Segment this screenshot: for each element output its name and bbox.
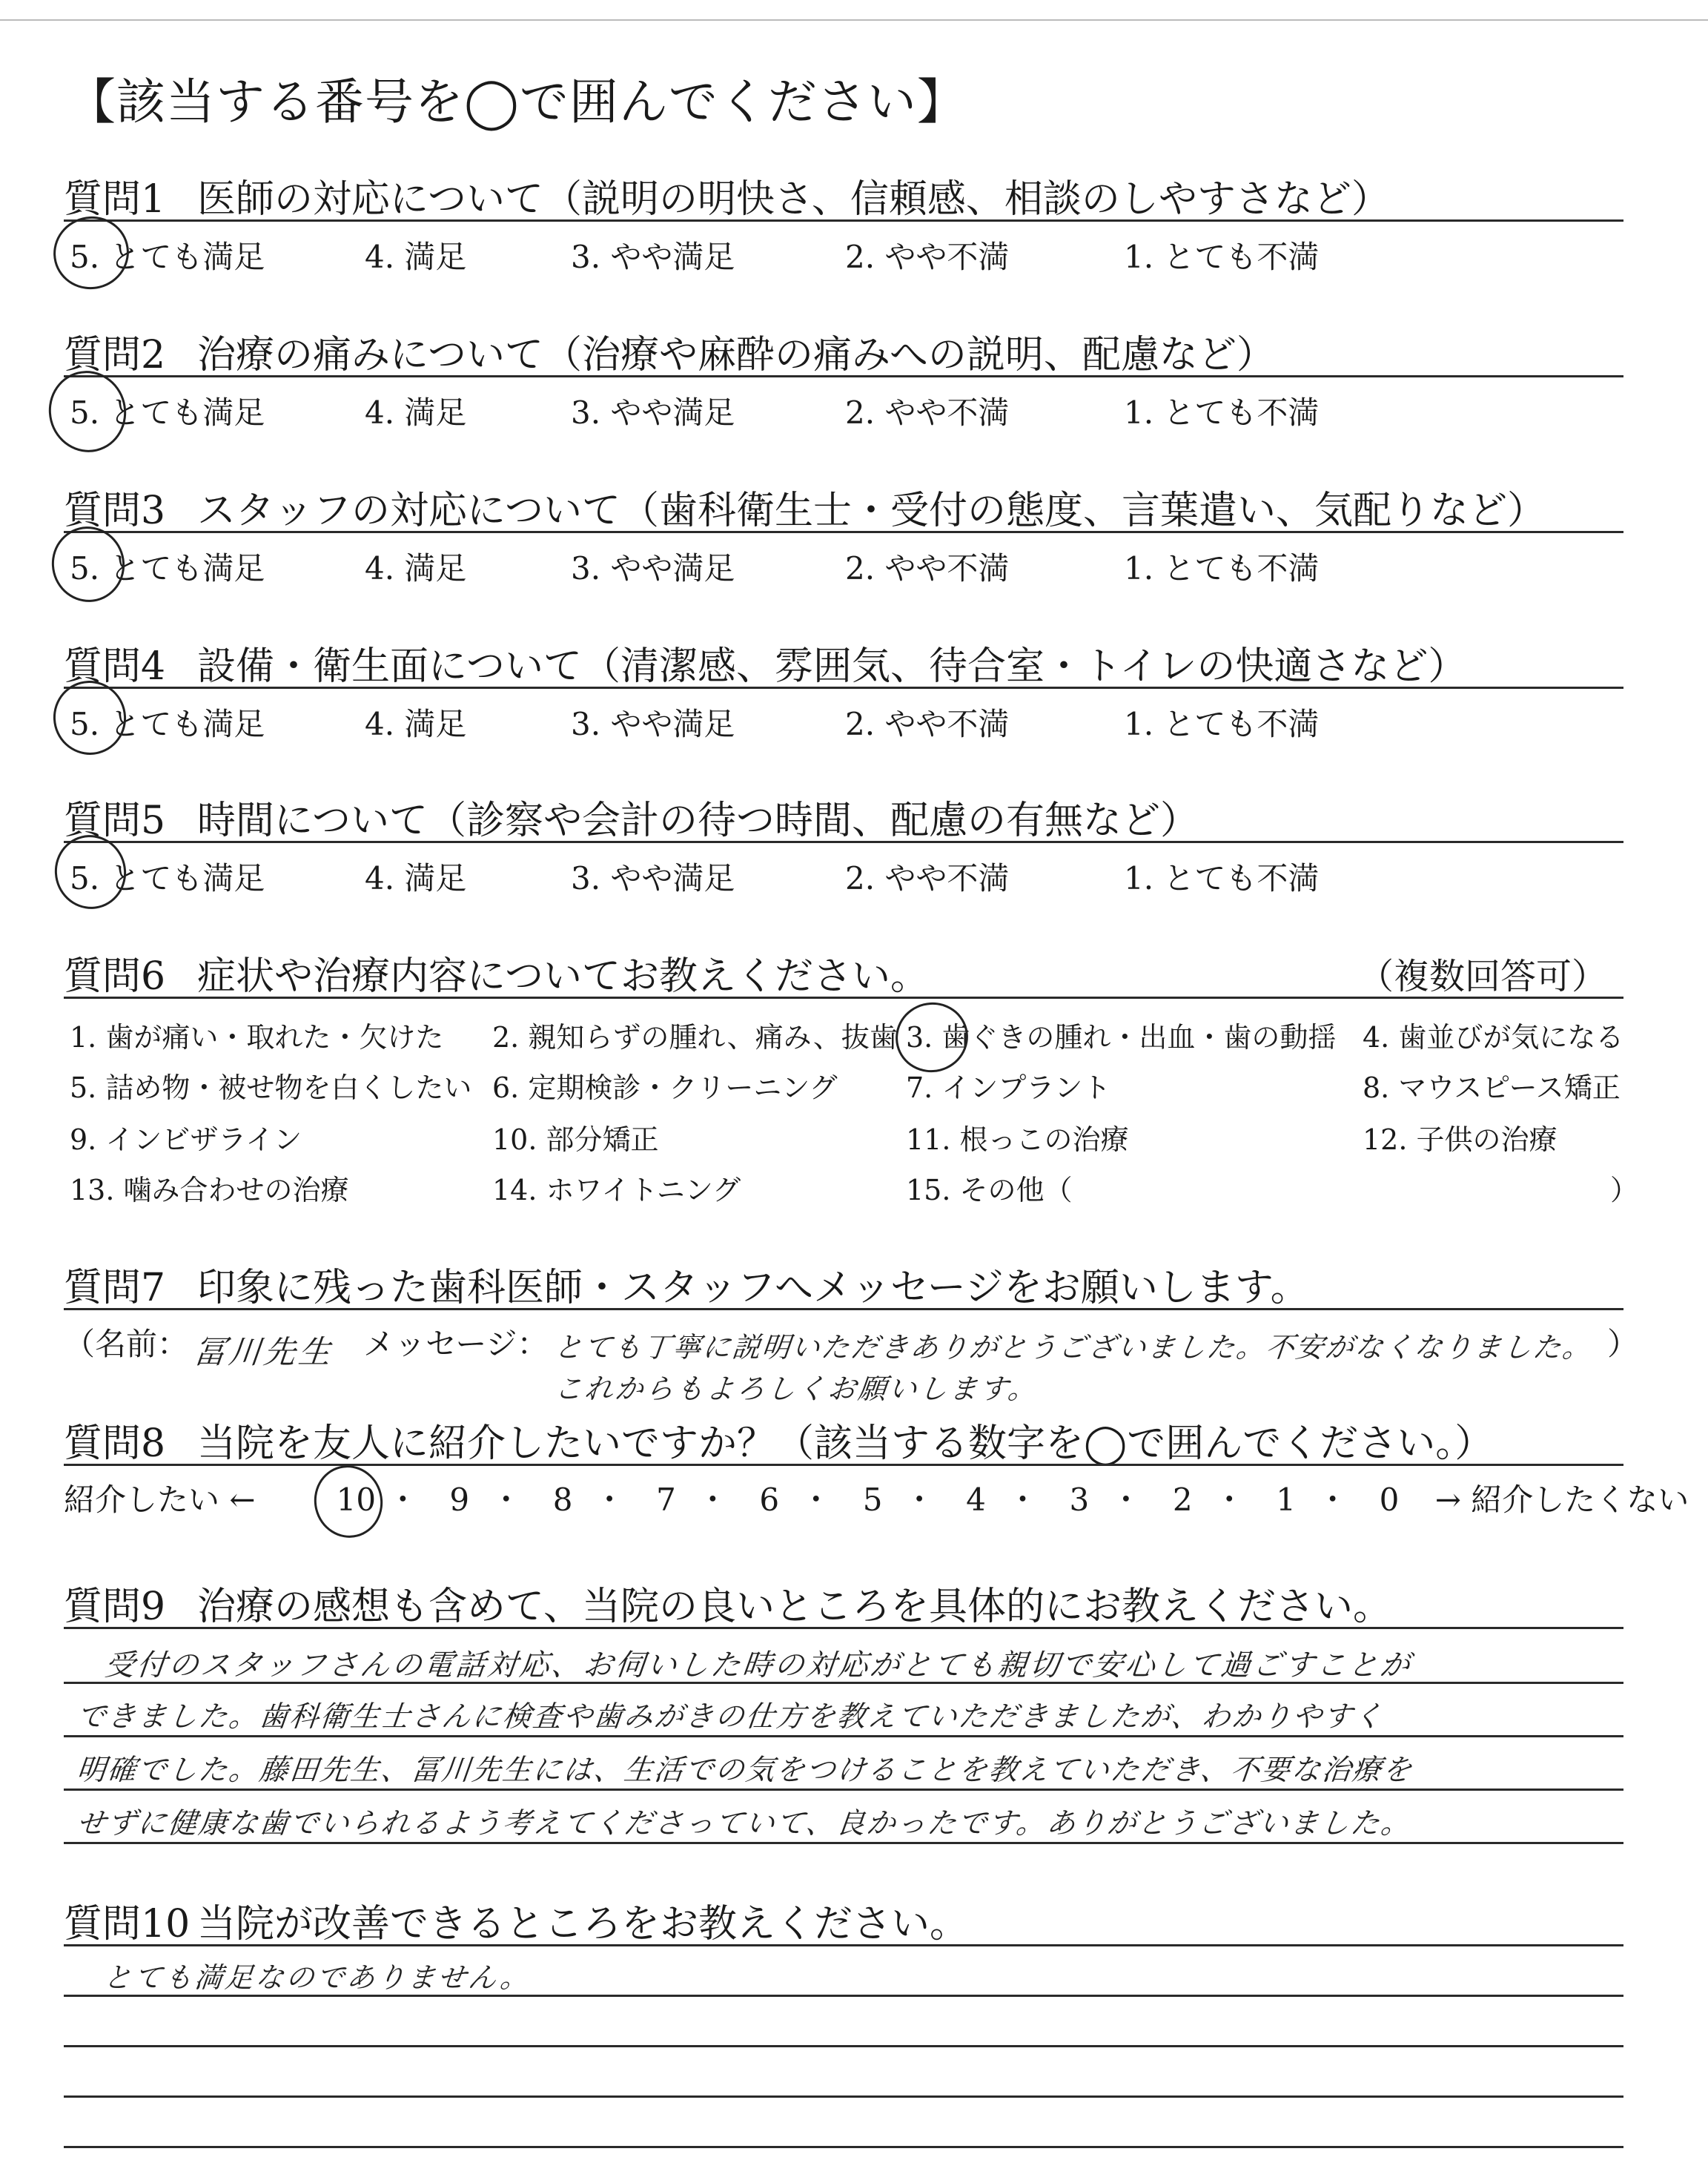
question-text: 症状や治療内容についてお教えください。: [197, 954, 929, 999]
answer-line-3-handwritten[interactable]: 明確でした。藤田先生、冨川先生には、生活での気をつけることを教えていただき、不要な治療を: [75, 1754, 1415, 1787]
option-1-very-dissatisfied[interactable]: 1. とても不満: [1124, 550, 1320, 587]
answer-rule: [64, 1995, 1623, 1997]
message-line-1-handwritten[interactable]: とても丁寧に説明いただきありがとうございました。不安がなくなりました。: [552, 1331, 1594, 1364]
question-number: 質問8: [64, 1421, 166, 1466]
symptom-option[interactable]: 5. 詰め物・被せ物を白くしたい: [70, 1071, 472, 1104]
symptom-option[interactable]: 10. 部分矯正: [492, 1123, 659, 1156]
question-title: [64, 635, 1466, 690]
option-5-very-satisfied[interactable]: 5. とても満足: [70, 239, 265, 275]
scale-value-10[interactable]: 10: [336, 1482, 377, 1518]
question-text: 印象に残った歯科医師・スタッフへメッセージをお願いします。: [197, 1266, 1309, 1310]
option-3-somewhat-satisfied[interactable]: 3. やや満足: [571, 239, 735, 275]
option-3-somewhat-satisfied[interactable]: 3. やや満足: [571, 860, 735, 896]
symptom-option[interactable]: 6. 定期検診・クリーニング: [492, 1071, 838, 1104]
option-1-very-dissatisfied[interactable]: 1. とても不満: [1124, 239, 1320, 275]
scale-value-3[interactable]: 3: [1069, 1482, 1090, 1518]
question-title: [64, 1412, 1493, 1467]
scale-value-7[interactable]: 7: [656, 1482, 676, 1518]
symptom-option[interactable]: 9. インビザライン: [70, 1123, 302, 1156]
question-title: [64, 789, 1199, 845]
scale-left-label: 紹介したい ←: [64, 1482, 256, 1518]
scale-value-5[interactable]: 5: [862, 1482, 883, 1518]
question-text: スタッフの対応について（歯科衛生士・受付の態度、言葉遣い、気配りなど）: [197, 489, 1546, 533]
question-rule: [64, 1944, 1623, 1946]
question-title: [64, 479, 1546, 535]
question-text: 当院が改善できるところをお教えください。: [197, 1902, 969, 1946]
option-4-satisfied[interactable]: 4. 満足: [365, 239, 467, 275]
scale-separator: ・: [1007, 1482, 1039, 1518]
message-line-2-handwritten[interactable]: これからもよろしくお願いします。: [552, 1373, 1040, 1405]
scale-value-6[interactable]: 6: [759, 1482, 780, 1518]
option-2-somewhat-dissatisfied[interactable]: 2. やや不満: [845, 239, 1010, 275]
question-title: [64, 168, 1390, 223]
scale-value-4[interactable]: 4: [966, 1482, 986, 1518]
question-rule: [64, 219, 1623, 222]
option-5-very-satisfied[interactable]: 5. とても満足: [70, 860, 265, 896]
question-title: [64, 1892, 968, 1948]
question-rule: [64, 1308, 1623, 1310]
scale-separator: ・: [1214, 1482, 1245, 1518]
question-text: 医師の対応について（説明の明快さ、信頼感、相談のしやすさなど）: [197, 177, 1390, 222]
option-3-somewhat-satisfied[interactable]: 3. やや満足: [571, 550, 735, 587]
option-4-satisfied[interactable]: 4. 満足: [365, 394, 467, 431]
message-close-paren: ）: [1607, 1326, 1639, 1362]
symptom-option[interactable]: 3. 歯ぐきの腫れ・出血・歯の動揺: [906, 1021, 1337, 1054]
question-rule: [64, 997, 1623, 999]
scale-separator: ・: [904, 1482, 936, 1518]
question-title: [64, 945, 929, 1000]
option-3-somewhat-satisfied[interactable]: 3. やや満足: [571, 706, 735, 742]
option-1-very-dissatisfied[interactable]: 1. とても不満: [1124, 860, 1320, 896]
option-4-satisfied[interactable]: 4. 満足: [365, 706, 467, 742]
scale-separator: ・: [800, 1482, 832, 1518]
scale-value-1[interactable]: 1: [1276, 1482, 1296, 1518]
option-5-very-satisfied[interactable]: 5. とても満足: [70, 550, 265, 587]
option-3-somewhat-satisfied[interactable]: 3. やや満足: [571, 394, 735, 431]
answer-rule: [64, 1735, 1623, 1737]
question-text: 治療の感想も含めて、当院の良いところを具体的にお教えください。: [197, 1585, 1391, 1629]
answer-rule: [64, 2095, 1623, 2098]
instruction-header: 【該当する番号を◯で囲んでください】: [67, 73, 967, 131]
question-text: 時間について（診察や会計の待つ時間、配慮の有無など）: [197, 799, 1199, 843]
question-rule: [64, 1627, 1623, 1629]
answer-rule: [64, 1682, 1623, 1684]
scale-value-2[interactable]: 2: [1172, 1482, 1193, 1518]
scale-separator: ・: [387, 1482, 419, 1518]
answer-rule: [64, 2045, 1623, 2047]
option-4-satisfied[interactable]: 4. 満足: [365, 550, 467, 587]
question-title: [64, 1256, 1309, 1312]
selection-circle: [307, 1458, 391, 1545]
question-rule: [64, 375, 1623, 377]
symptom-option[interactable]: 15. その他（: [906, 1174, 1073, 1206]
question-number: 質問6: [64, 954, 166, 999]
name-label: （名前：: [64, 1326, 189, 1362]
scale-right-label: → 紹介したくない: [1434, 1482, 1689, 1518]
scale-value-9[interactable]: 9: [449, 1482, 470, 1518]
scale-separator: ・: [1110, 1482, 1142, 1518]
symptom-option[interactable]: 8. マウスピース矯正: [1363, 1071, 1621, 1104]
question-number: 質問3: [64, 489, 166, 533]
answer-line-2-handwritten[interactable]: できました。歯科衛生士さんに検査や歯みがきの仕方を教えていただきましたが、わかりやすく: [75, 1700, 1386, 1734]
other-close-paren: ）: [1610, 1174, 1639, 1206]
question-rule: [64, 1464, 1623, 1466]
answer-line-4-handwritten[interactable]: せずに健康な歯でいられるよう考えてくださっていて、良かったです。ありがとうございました。: [75, 1807, 1414, 1840]
scale-separator: ・: [1317, 1482, 1348, 1518]
symptom-option[interactable]: 13. 噛み合わせの治療: [70, 1174, 349, 1206]
question-text: 設備・衛生面について（清潔感、雰囲気、待合室・トイレの快適さなど）: [197, 644, 1467, 689]
option-5-very-satisfied[interactable]: 5. とても満足: [70, 394, 265, 431]
scale-separator: ・: [697, 1482, 729, 1518]
scale-separator: ・: [490, 1482, 522, 1518]
scale-separator: ・: [594, 1482, 626, 1518]
option-4-satisfied[interactable]: 4. 満足: [365, 860, 467, 896]
option-2-somewhat-dissatisfied[interactable]: 2. やや不満: [845, 860, 1010, 896]
symptom-option[interactable]: 14. ホワイトニング: [492, 1174, 741, 1206]
question-title: [64, 1575, 1391, 1631]
top-border-line: [0, 19, 1708, 21]
question-text: 当院を友人に紹介したいですか？（該当する数字を◯で囲んでください。）: [197, 1421, 1494, 1466]
question-rule: [64, 841, 1623, 843]
symptom-option[interactable]: 2. 親知らずの腫れ、痛み、抜歯: [492, 1021, 898, 1054]
question-number: 質問5: [64, 799, 166, 843]
question-number: 質問2: [64, 333, 166, 377]
question-number: 質問10: [64, 1902, 191, 1946]
question-number: 質問7: [64, 1266, 166, 1310]
symptom-option[interactable]: 4. 歯並びが気になる: [1363, 1021, 1624, 1054]
symptom-option[interactable]: 11. 根っこの治療: [906, 1123, 1129, 1156]
question-number: 質問4: [64, 644, 166, 689]
multiple-answers-note: （複数回答可）: [1358, 956, 1608, 997]
question-rule: [64, 531, 1623, 533]
referral-scale: [64, 1476, 1689, 1520]
answer-rule: [64, 2146, 1623, 2148]
scale-value-8[interactable]: 8: [552, 1482, 573, 1518]
option-2-somewhat-dissatisfied[interactable]: 2. やや不満: [845, 550, 1010, 587]
message-label: メッセージ：: [363, 1326, 549, 1362]
symptom-option[interactable]: 7. インプラント: [906, 1071, 1111, 1104]
question-title: [64, 323, 1275, 379]
answer-rule: [64, 1842, 1623, 1844]
question-text: 治療の痛みについて（治療や麻酔の痛みへの説明、配慮など）: [197, 333, 1275, 377]
answer-handwritten[interactable]: とても満足なのでありません。: [102, 1961, 533, 1994]
option-5-very-satisfied[interactable]: 5. とても満足: [70, 706, 265, 742]
answer-line-1-handwritten[interactable]: 受付のスタッフさんの電話対応、お伺いした時の対応がとても親切で安心して過ごすことが: [103, 1648, 1414, 1682]
scale-value-0[interactable]: 0: [1379, 1482, 1400, 1518]
question-number: 質問1: [64, 177, 166, 222]
option-2-somewhat-dissatisfied[interactable]: 2. やや不満: [845, 394, 1010, 431]
question-rule: [64, 687, 1623, 689]
option-2-somewhat-dissatisfied[interactable]: 2. やや不満: [845, 706, 1010, 742]
symptom-option[interactable]: 1. 歯が痛い・取れた・欠けた: [70, 1021, 444, 1054]
symptom-option[interactable]: 12. 子供の治療: [1363, 1123, 1558, 1156]
option-1-very-dissatisfied[interactable]: 1. とても不満: [1124, 706, 1320, 742]
answer-rule: [64, 1789, 1623, 1791]
question-number: 質問9: [64, 1585, 166, 1629]
staff-name-handwritten[interactable]: 冨川先生: [192, 1334, 336, 1371]
option-1-very-dissatisfied[interactable]: 1. とても不満: [1124, 394, 1320, 431]
